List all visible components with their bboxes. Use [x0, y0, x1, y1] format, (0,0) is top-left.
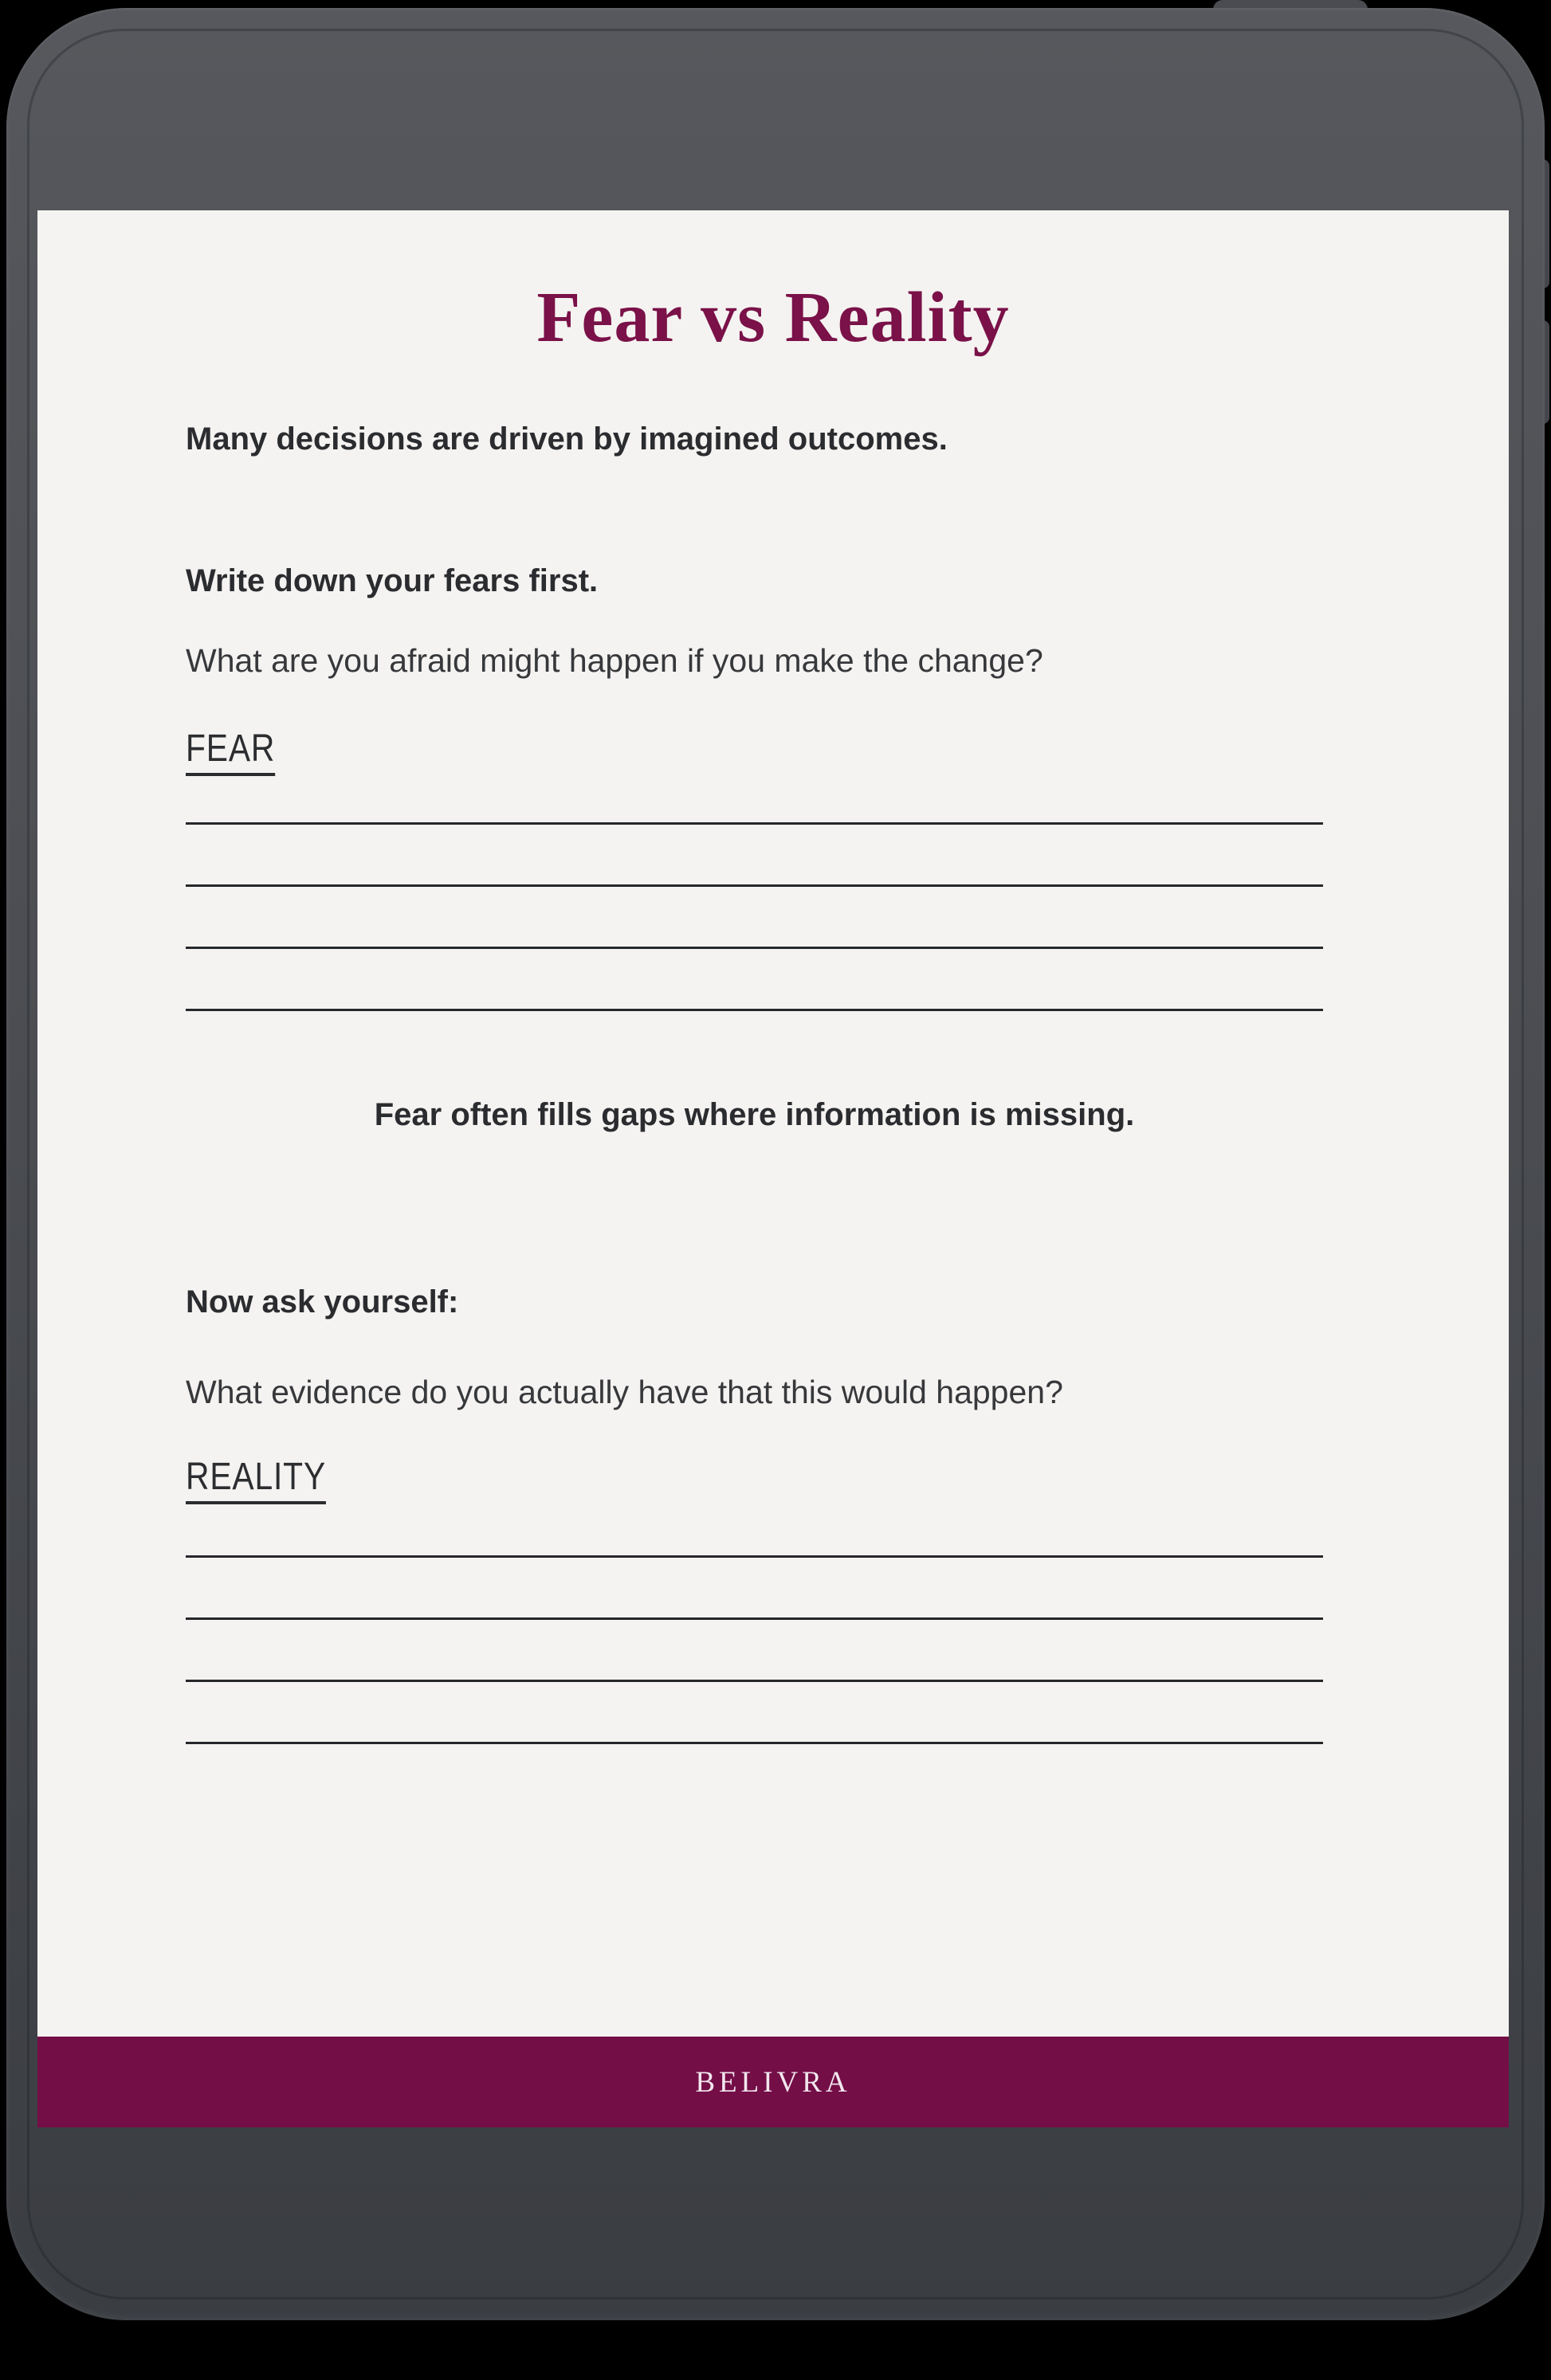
fear-question: What are you afraid might happen if you make the change? — [186, 642, 1043, 679]
writing-line — [186, 884, 1323, 887]
worksheet-page — [37, 210, 1509, 2037]
tablet-screen — [37, 210, 1509, 2127]
tablet-frame — [6, 8, 1545, 2320]
fear-label: FEAR — [186, 730, 291, 776]
reality-section-heading: Now ask yourself: — [186, 1284, 459, 1319]
callout-text: Fear often fills gaps where information is missing. — [374, 1097, 1135, 1132]
reality-label: REALITY — [186, 1458, 351, 1504]
writing-line — [186, 1680, 1323, 1682]
writing-line — [186, 1009, 1323, 1011]
writing-line — [186, 1742, 1323, 1744]
fear-section-heading: Write down your fears first. — [186, 563, 599, 598]
brand-name: BELIVRA — [695, 2065, 851, 2099]
page-title: Fear vs Reality — [536, 278, 1010, 357]
writing-line — [186, 1555, 1323, 1558]
writing-line — [186, 947, 1323, 949]
writing-line — [186, 822, 1323, 825]
footer-bar — [37, 2037, 1509, 2127]
intro-text: Many decisions are driven by imagined outcomes. — [186, 421, 948, 457]
reality-question: What evidence do you actually have that this would happen? — [186, 1374, 1063, 1410]
writing-line — [186, 1617, 1323, 1620]
